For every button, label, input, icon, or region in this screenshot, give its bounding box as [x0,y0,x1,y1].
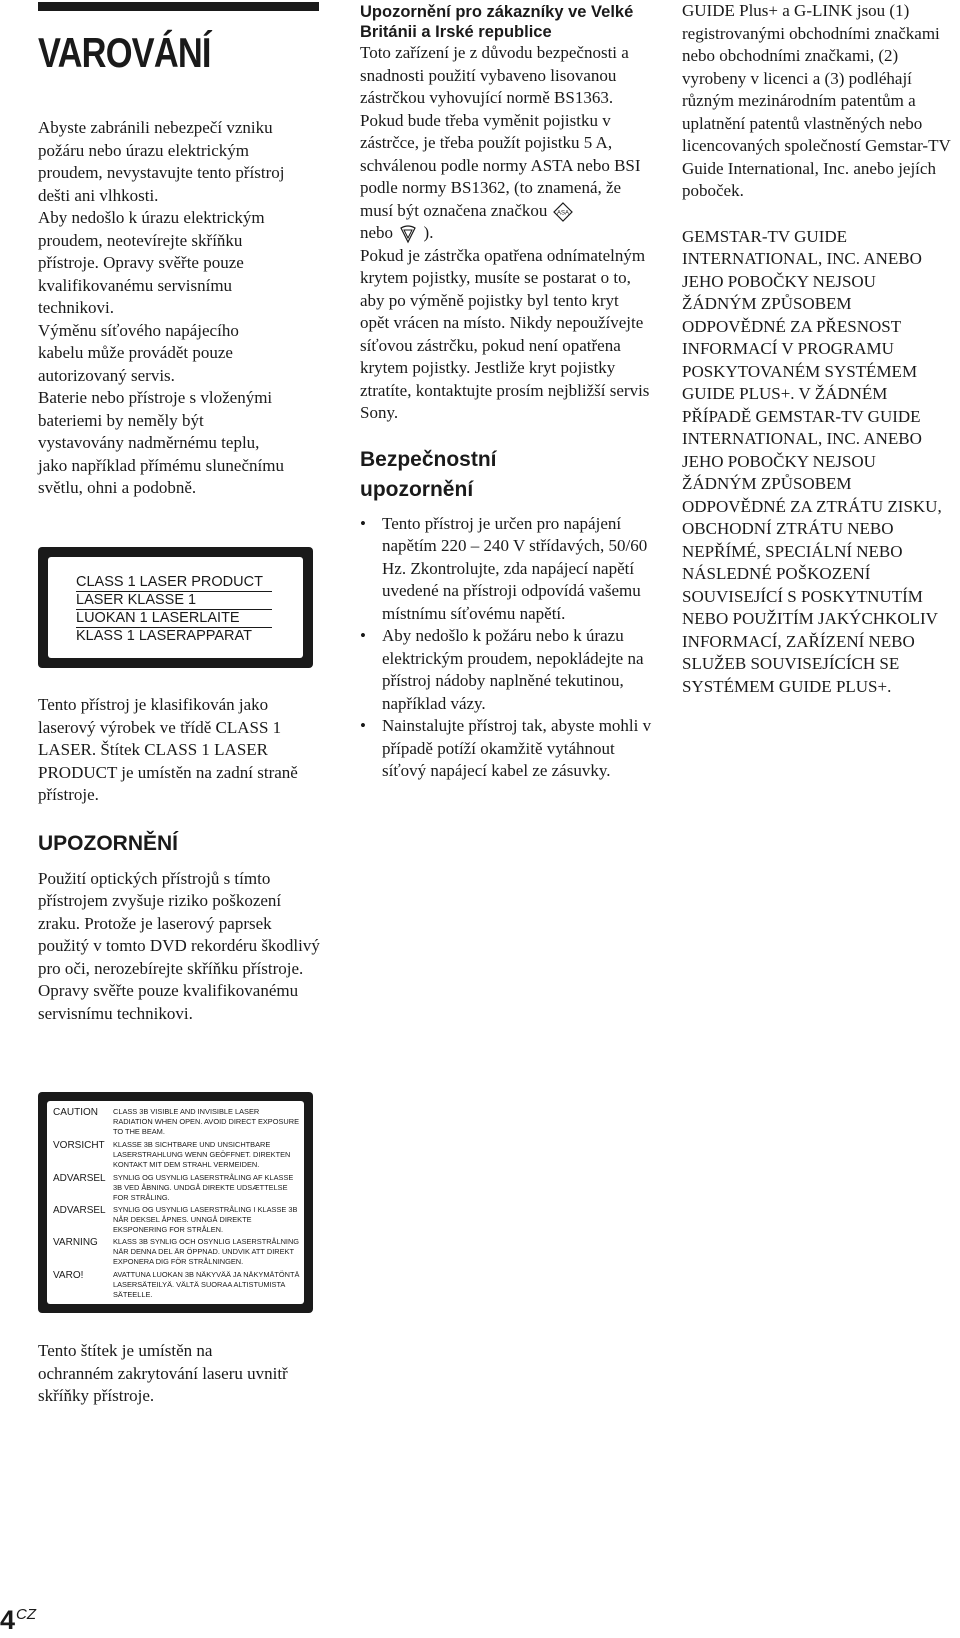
laser-label-line: LASER KLASSE 1 [76,592,272,610]
safety-item: • Aby nedošlo k požáru nebo k úrazu elektrickým proudem, nepokládejte na přístroj nádoby naplněné tekutinou, například vázy. [360,625,652,715]
uk-para-2: Pokud bude třeba vyměnit pojistku v zástrčce, je třeba použít pojistku 5 A, schválenou podle normy ASTA nebo BSI podle normy BS1362, (to znamená, že musí být označena značkou ASA nebo ). [360,110,652,245]
middle-column [360,0,652,783]
svg-text:ASA: ASA [556,210,569,217]
caution-text: SYNLIG OG USYNLIG LASERSTRÅLING I KLASSE 3B NÅR DEKSEL ÅPNES. UNNGÅ DIREKTE EKSPONERING FOR STRÅLEN. [113,1205,298,1234]
caution-label-row [47,1270,304,1303]
caution-label-row [47,1205,304,1237]
caution-lang: ADVARSEL [53,1173,106,1184]
asta-mark-icon [552,202,574,222]
caution-lang: CAUTION [53,1107,98,1118]
caution-lang: VORSICHT [53,1140,105,1151]
uk-heading: Upozornění pro zákazníky ve Velké Británii a Irské republice [360,3,634,41]
caution-heading: UPOZORNĚNÍ [38,831,179,855]
warning-para-1: Abyste zabránili nebezpečí vzniku požáru nebo úrazu elektrickým proudem, nevystavujte tento přístroj dešti ani vlhkosti. [38,118,285,205]
caution-label-para: Tento štítek je umístěn na ochranném zakrytování laseru uvnitř skříňky přístroje. [38,1341,288,1405]
caution-label-row [47,1237,304,1270]
safety-list [360,513,652,783]
caution-lang: VARNING [53,1237,98,1248]
bsi-kitemark-icon [397,224,419,244]
uk-para-3: Pokud je zástrčka opatřena odnímatelným krytem pojistky, musíte se postarat o to, aby po výměně pojistky byl tento kryt opět vrácen na místo. Nikdy nepoužívejte síťovou zástrčku, pokud není opatřena krytem pojistky. Jestliže kryt pojistky ztratíte, kontaktujte prosím nejbližší servis Sony. [360,245,650,422]
caution-laser-label [38,1092,313,1313]
laser-label-line: CLASS 1 LASER PRODUCT [76,574,272,592]
caution-label-row [47,1140,304,1173]
safety-heading: Bezpečnostní upozornění [360,447,497,501]
laser-class-section [38,694,323,1025]
laser-product-label [38,547,313,668]
uk-para-1: Toto zařízení je z důvodu bezpečnosti a snadnosti použití vybaveno lisovanou zástrčkou vyhovující normě BS1363. [360,43,629,107]
page-number: $4^{CZ}$ [0,1605,37,1635]
caution-text: KLASS 3B SYNLIG OCH OSYNLIG LASERSTRÅLNING NÄR DENNA DEL ÄR ÖPPNAD. UNDVIK ATT DIREKT EXPONERA DIG FÖR STRÅLNINGEN. [113,1237,300,1266]
warning-para-2: Aby nedošlo k úrazu elektrickým proudem, neotevírejte skříňku přístroje. Opravy svěřte pouze kvalifikovanému servisnímu technikovi. [38,208,265,317]
left-column [38,0,323,500]
caution-label-row [47,1107,304,1140]
caution-para: Použití optických přístrojů s tímto přístrojem zvyšuje riziko poškození zraku. Protože je laserový paprsek použitý v tomto DVD rekordéru škodlivý pro oči, nerozebírejte skříňku přístroje. Opravy svěřte pouze kvalifikovanému servisnímu technikovi. [38,868,320,1023]
right-column [682,0,952,698]
laser-label-line: LUOKAN 1 LASERLAITE [76,610,272,628]
laser-class-para: Tento přístroj je klasifikován jako laserový výrobek ve třídě CLASS 1 LASER. Štítek CLASS 1 LASER PRODUCT je umístěn na zadní straně přístroje. [38,695,298,804]
caution-lang: ADVARSEL [53,1205,106,1216]
disclaimer-para: GEMSTAR-TV GUIDE INTERNATIONAL, INC. ANEBO JEHO POBOČKY NEJSOU ŽÁDNÝM ZPŮSOBEM ODPOVĚDNÉ ZA PŘESNOST INFORMACÍ V PROGRAMU POSKYTOVANÉM SYSTÉMEM GUIDE PLUS+. V ŽÁDNÉM PŘÍPADĚ GEMSTAR-TV GUIDE INTERNATIONAL, INC. ANEBO JEHO POBOČKY NEJSOU ŽÁDNÝM ZPŮSOBEM ODPOVĚDNÉ ZA ZTRÁTU ZISKU, OBCHODNÍ ZTRÁTU NEBO NEPŘÍMÉ, SPECIÁLNÍ NEBO NÁSLEDNÉ POŠKOZENÍ SOUVISEJÍCÍ S POSKYTNUTÍM NEBO POUŽITÍM JAKÝCHKOLIV INFORMACÍ, ZAŘÍZENÍ NEBO SLUŽEB SOUVISEJÍCÍCH SE SYSTÉMEM GUIDE PLUS+. [682,226,942,696]
caution-text: KLASSE 3B SICHTBARE UND UNSICHTBARE LASERSTRAHLUNG WENN GEÖFFNET. DIREKTEN KONTAKT MIT DEM STRAHL VERMEIDEN. [113,1140,291,1169]
caution-lang: VARO! [53,1270,84,1281]
caution-text: CLASS 3B VISIBLE AND INVISIBLE LASER RADIATION WHEN OPEN. AVOID DIRECT EXPOSURE TO THE BEAM. [113,1107,300,1136]
safety-item: • Nainstalujte přístroj tak, abyste mohli v případě potíží okamžitě vytáhnout síťový napájecí kabel ze zásuvky. [360,715,652,783]
title-rule [38,2,319,11]
laser-label-line: KLASS 1 LASERAPPARAT [76,628,252,644]
page-title: VAROVÁNÍ [38,29,211,76]
caution-text: AVATTUNA LUOKAN 3B NÄKYVÄÄ JA NÄKYMÄTÖNTÄ LASERSÄTEILYÄ. VÄLTÄ SUORAA ALTISTUMISTA SÄTEELLE. [113,1270,300,1299]
warning-para-4: Baterie nebo přístroje s vloženými bateriemi by neměly být vystavovány nadměrnému teplu, jako například přímému slunečnímu světlu, ohni a podobně. [38,388,284,497]
safety-item: • Tento přístroj je určen pro napájení napětím 220 – 240 V střídavých, 50/60 Hz. Zkontrolujte, zda napájecí napětí uvedené na přístroji odpovídá vašemu místnímu síťovému napětí. [360,513,652,626]
warning-para-3: Výměnu síťového napájecího kabelu může provádět pouze autorizovaný servis. [38,320,239,385]
trademark-para: GUIDE Plus+ a G-LINK jsou (1) registrovanými obchodními značkami nebo obchodními značkami, (2) vyrobeny v licenci a (3) podléhají různým mezinárodním patentům a uplatnění patentů vlastněných nebo licencovaných společností Gemstar-TV Guide International, Inc. anebo jejích poboček. [682,1,951,200]
caution-label-row [47,1173,304,1205]
caution-label-note [38,1340,288,1408]
caution-text: SYNLIG OG USYNLIG LASERSTRÅLING AF KLASSE 3B VED ÅBNING. UNDGÅ DIREKTE UDSÆTTELSE FOR STRÅLING. [113,1173,294,1202]
warning-text [38,117,288,500]
